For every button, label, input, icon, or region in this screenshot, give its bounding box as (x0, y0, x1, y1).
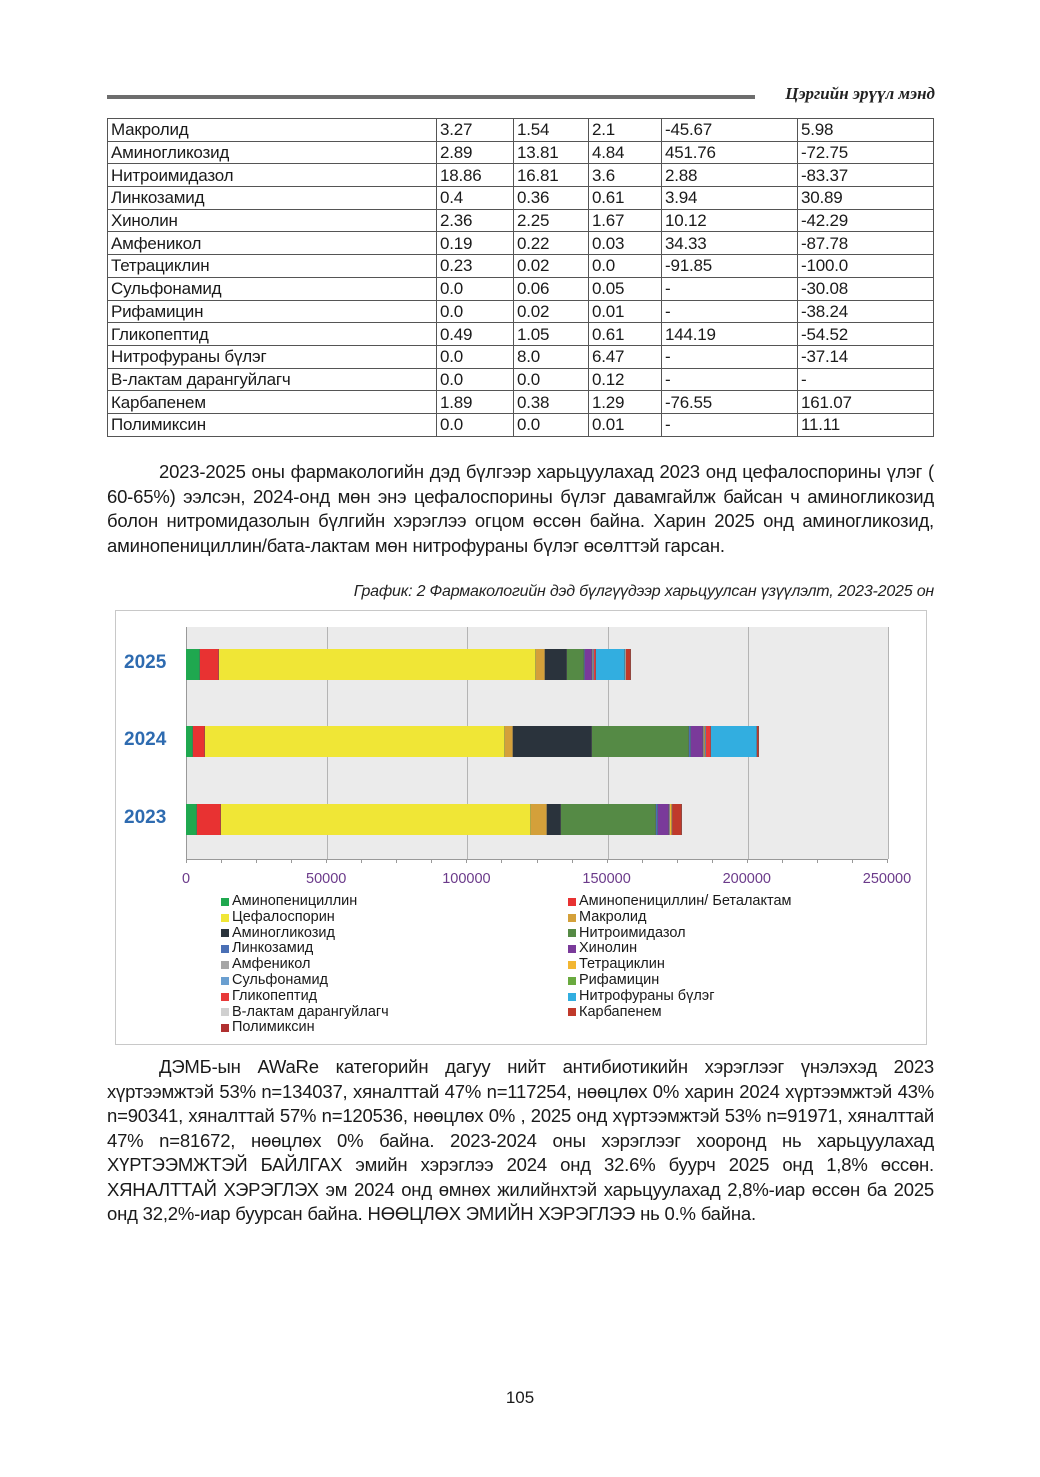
legend-label: Цефалоспорин (232, 908, 335, 925)
x-tick-mark (852, 859, 853, 863)
table-row (108, 300, 934, 323)
value-cell: -83.37 (798, 164, 934, 187)
table-row (108, 141, 934, 164)
value-cell: 0.02 (514, 255, 589, 278)
x-tick-label: 50000 (306, 871, 347, 887)
bar-segment (658, 804, 669, 835)
x-tick-label: 250000 (862, 871, 912, 887)
x-tick-label: 150000 (582, 871, 631, 887)
x-tick-label: 0 (181, 871, 191, 887)
value-cell: 8.0 (514, 345, 589, 368)
value-cell: 18.86 (437, 164, 514, 187)
drug-class-cell: Нитроимидазол (108, 164, 437, 187)
value-cell: 0.0 (437, 413, 514, 436)
value-cell: 6.47 (589, 345, 662, 368)
legend-label: Сульфонамид (232, 971, 329, 988)
bar-segment (545, 649, 567, 680)
page-number: 105 (505, 1388, 535, 1407)
bar-2024 (186, 726, 759, 757)
x-tick-mark (642, 859, 643, 863)
bar-segment (673, 804, 682, 835)
legend-swatch-icon (221, 961, 229, 969)
table-row (108, 255, 934, 278)
value-cell: 0.19 (437, 232, 514, 255)
value-cell: 0.0 (437, 368, 514, 391)
x-tick-mark (572, 859, 573, 863)
chart-caption: График: 2 Фармакологийн дэд бүлгүүдээр харьцуулсан үзүүлэлт, 2023-2025 он (353, 583, 934, 600)
table-row (108, 323, 934, 346)
x-tick-mark (747, 859, 748, 863)
drug-class-cell: Рифамицин (108, 300, 437, 323)
value-cell: 30.89 (798, 187, 934, 210)
legend-swatch-icon (221, 993, 229, 1001)
gridline (888, 627, 889, 859)
value-cell: 0.0 (589, 255, 662, 278)
legend-swatch-icon (221, 977, 229, 985)
legend-left-column (221, 894, 389, 1036)
bar-segment (200, 649, 219, 680)
value-cell: - (662, 368, 798, 391)
drug-class-cell: Линкозамид (108, 187, 437, 210)
bar-segment (626, 649, 631, 680)
y-category-label: 2023 (124, 807, 167, 828)
x-tick-mark (256, 859, 257, 863)
value-cell: 0.05 (589, 277, 662, 300)
legend-swatch-icon (568, 945, 576, 953)
bar-segment (691, 726, 703, 757)
legend-item (568, 941, 792, 957)
legend-label: Аминопенициллин/ Беталактам (579, 893, 792, 909)
table-row (108, 345, 934, 368)
value-cell: -45.67 (662, 119, 798, 142)
value-cell: -76.55 (662, 391, 798, 414)
value-cell: 0.01 (589, 300, 662, 323)
drug-class-cell: Макролид (108, 119, 437, 142)
drug-class-cell: Сульфонамид (108, 277, 437, 300)
value-cell: 1.89 (437, 391, 514, 414)
legend-swatch-icon (221, 1008, 229, 1016)
legend-label: Тетрациклин (579, 956, 665, 973)
bar-segment (221, 804, 531, 835)
value-cell: 0.22 (514, 232, 589, 255)
x-tick-label: 100000 (442, 871, 491, 887)
drug-class-cell: Хинолин (108, 209, 437, 232)
value-cell: -30.08 (798, 277, 934, 300)
x-tick-label: 200000 (722, 871, 771, 887)
value-cell: 3.27 (437, 119, 514, 142)
table-row (108, 187, 934, 210)
legend-item (221, 1005, 389, 1021)
legend-swatch-icon (568, 914, 576, 922)
value-cell: 1.67 (589, 209, 662, 232)
value-cell: 161.07 (798, 391, 934, 414)
x-tick-mark (607, 859, 608, 863)
x-tick-mark (501, 859, 502, 863)
drug-class-cell: В-лактам дарангуйлагч (108, 368, 437, 391)
legend-swatch-icon (221, 945, 229, 953)
x-tick-mark (186, 859, 187, 863)
value-cell: 0.61 (589, 323, 662, 346)
header-rule (107, 95, 755, 99)
drug-class-cell: Амфеникол (108, 232, 437, 255)
x-tick-mark (537, 859, 538, 863)
legend-item (221, 957, 389, 973)
legend-label: Нитроимидазол (579, 924, 686, 941)
legend-swatch-icon (221, 914, 229, 922)
y-category-label: 2024 (124, 729, 167, 750)
value-cell: 0.36 (514, 187, 589, 210)
legend-label: Хинолин (579, 940, 638, 957)
legend-swatch-icon (568, 929, 576, 937)
value-cell: 10.12 (662, 209, 798, 232)
legend-item (568, 989, 792, 1005)
drug-class-table (107, 118, 934, 437)
legend-item (221, 894, 389, 910)
value-cell: -37.14 (798, 345, 934, 368)
value-cell: 144.19 (662, 323, 798, 346)
legend-item (568, 973, 792, 989)
table-row (108, 119, 934, 142)
value-cell: 0.01 (589, 413, 662, 436)
bar-segment (186, 726, 193, 757)
journal-title: Цэргийн эрүүл мэнд (785, 84, 935, 103)
value-cell: 2.36 (437, 209, 514, 232)
legend-swatch-icon (568, 1008, 576, 1016)
legend-item (221, 941, 389, 957)
value-cell: 16.81 (514, 164, 589, 187)
legend-item (221, 926, 389, 942)
value-cell: 2.1 (589, 119, 662, 142)
legend-swatch-icon (221, 898, 229, 906)
bar-segment (561, 804, 656, 835)
value-cell: 1.54 (514, 119, 589, 142)
legend-label: Нитрофураны бүлэг (579, 987, 715, 1004)
value-cell: -54.52 (798, 323, 934, 346)
bar-segment (197, 804, 221, 835)
bar-segment (711, 726, 757, 757)
paragraph-pharmacological-groups: 2023-2025 оны фармакологийн дэд бүлгээр харьцуулахад 2023 онд цефалоспорины үлэг ( 60-65%) ээлсэн, 2024-онд мөн энэ цефалоспорины бүлэг давамгайлж байсан ч аминогликозид болон нитромидазолын бүлгийн хэрэглээ огцом өссөн байна. Харин 2025 онд аминогликозид, аминопенициллин/бата-лактам мөн нитрофураны бүлэг өсөлттэй гарсан. (107, 461, 934, 556)
legend-label: Макролид (579, 908, 647, 925)
value-cell: 4.84 (589, 141, 662, 164)
legend-item (568, 910, 792, 926)
legend-right-column (568, 894, 792, 1020)
value-cell: 3.94 (662, 187, 798, 210)
x-tick-mark (326, 859, 327, 863)
legend-item (568, 894, 792, 910)
bar-segment (547, 804, 561, 835)
value-cell: - (798, 368, 934, 391)
value-cell: 0.06 (514, 277, 589, 300)
legend-swatch-icon (568, 993, 576, 1001)
value-cell: 0.61 (589, 187, 662, 210)
bar-segment (757, 726, 759, 757)
stacked-bar-chart (115, 610, 927, 1045)
value-cell: 0.0 (514, 368, 589, 391)
table-row (108, 164, 934, 187)
bar-segment (592, 726, 689, 757)
x-tick-mark (677, 859, 678, 863)
bar-segment (193, 726, 205, 757)
y-category-label: 2025 (124, 652, 167, 673)
legend-label: Полимиксин (232, 1019, 315, 1036)
x-tick-mark (887, 859, 888, 863)
x-tick-mark (396, 859, 397, 863)
value-cell: 13.81 (514, 141, 589, 164)
legend-item (568, 1005, 792, 1021)
value-cell: - (662, 413, 798, 436)
value-cell: 2.25 (514, 209, 589, 232)
value-cell: 5.98 (798, 119, 934, 142)
legend-item (221, 989, 389, 1005)
value-cell: - (662, 277, 798, 300)
value-cell: - (662, 300, 798, 323)
bar-segment (567, 649, 584, 680)
value-cell: 0.0 (514, 413, 589, 436)
bar-segment (186, 804, 197, 835)
value-cell: 11.11 (798, 413, 934, 436)
value-cell: -87.78 (798, 232, 934, 255)
value-cell: 0.0 (437, 300, 514, 323)
value-cell: 2.89 (437, 141, 514, 164)
x-tick-mark (712, 859, 713, 863)
bar-segment (505, 726, 514, 757)
value-cell: 1.05 (514, 323, 589, 346)
legend-swatch-icon (568, 977, 576, 985)
value-cell: 0.38 (514, 391, 589, 414)
table-row (108, 209, 934, 232)
legend-item (221, 973, 389, 989)
value-cell: 0.49 (437, 323, 514, 346)
x-tick-mark (291, 859, 292, 863)
drug-class-cell: Гликопептид (108, 323, 437, 346)
bar-2025 (186, 649, 631, 680)
x-tick-mark (361, 859, 362, 863)
running-header (107, 84, 935, 104)
legend-label: В-лактам дарангуйлагч (232, 1003, 389, 1020)
value-cell: 1.29 (589, 391, 662, 414)
value-cell: 3.6 (589, 164, 662, 187)
legend-label: Аминогликозид (232, 924, 335, 941)
x-tick-mark (431, 859, 432, 863)
legend-swatch-icon (568, 898, 576, 906)
value-cell: 451.76 (662, 141, 798, 164)
value-cell: - (662, 345, 798, 368)
value-cell: 0.4 (437, 187, 514, 210)
legend-item (221, 1020, 389, 1036)
bar-segment (585, 649, 592, 680)
value-cell: 0.0 (437, 345, 514, 368)
value-cell: 2.88 (662, 164, 798, 187)
bar-2023 (186, 804, 682, 835)
bar-segment (513, 726, 592, 757)
legend-swatch-icon (221, 1024, 229, 1032)
drug-class-cell: Карбапенем (108, 391, 437, 414)
table-row (108, 413, 934, 436)
table-row (108, 277, 934, 300)
legend-label: Карбапенем (579, 1003, 662, 1020)
drug-class-cell: Нитрофураны бүлэг (108, 345, 437, 368)
bar-segment (536, 649, 545, 680)
paragraph-aware-category: ДЭМБ-ын AWaRe категорийн дагуу нийт антибиотикийн хэрэглээг үнэлэхэд 2023 хүртээмжтэй 53% n=134037, хяналттай 47% n=117254, нөөцлөх 0% харин 2024 хүртээмжтэй 43% n=90341, хяналттай 57% n=120536, нөөцлөх 0% , 2025 онд хүртээмжтэй 53% n=91971, хяналттай 47% n=81672, нөөцлөх 0% байна. 2023-2024 оны хэрэглээг хооронд нь харьцуулахад ХҮРТЭЭМЖТЭЙ БАЙЛГАХ эмийн хэрэглээ 2024 онд 32.6% буурч 2025 онд 1,8% өссөн. ХЯНАЛТТАЙ ХЭРЭГЛЭХ эм 2024 онд өмнөх жилийнхтэй харьцуулахад 2,8%-иар өссөн ба 2025 онд 32,2%-иар буурсан байна. НӨӨЦЛӨХ ЭМИЙН ХЭРЭГЛЭЭ нь 0.% байна. (107, 1056, 934, 1224)
legend-swatch-icon (568, 961, 576, 969)
bar-segment (531, 804, 547, 835)
value-cell: -100.0 (798, 255, 934, 278)
value-cell: -38.24 (798, 300, 934, 323)
legend-label: Аминопенициллин (232, 893, 358, 909)
bar-segment (596, 649, 625, 680)
table-row (108, 232, 934, 255)
value-cell: -91.85 (662, 255, 798, 278)
bar-segment (219, 649, 536, 680)
legend-item (568, 957, 792, 973)
drug-class-cell: Аминогликозид (108, 141, 437, 164)
value-cell: 0.12 (589, 368, 662, 391)
legend-item (221, 910, 389, 926)
value-cell: 0.03 (589, 232, 662, 255)
x-tick-mark (221, 859, 222, 863)
bar-segment (186, 649, 200, 680)
drug-class-cell: Тетрациклин (108, 255, 437, 278)
x-tick-mark (817, 859, 818, 863)
x-tick-mark (466, 859, 467, 863)
legend-swatch-icon (221, 929, 229, 937)
drug-class-cell: Полимиксин (108, 413, 437, 436)
legend-label: Рифамицин (579, 971, 660, 988)
value-cell: -42.29 (798, 209, 934, 232)
table-row (108, 368, 934, 391)
legend-label: Гликопептид (232, 987, 318, 1004)
value-cell: -72.75 (798, 141, 934, 164)
legend-label: Линкозамид (232, 940, 314, 957)
bar-segment (205, 726, 504, 757)
table-row (108, 391, 934, 414)
value-cell: 0.0 (437, 277, 514, 300)
legend-item (568, 926, 792, 942)
x-tick-mark (782, 859, 783, 863)
value-cell: 0.02 (514, 300, 589, 323)
value-cell: 34.33 (662, 232, 798, 255)
legend-label: Амфеникол (232, 956, 311, 973)
value-cell: 0.23 (437, 255, 514, 278)
